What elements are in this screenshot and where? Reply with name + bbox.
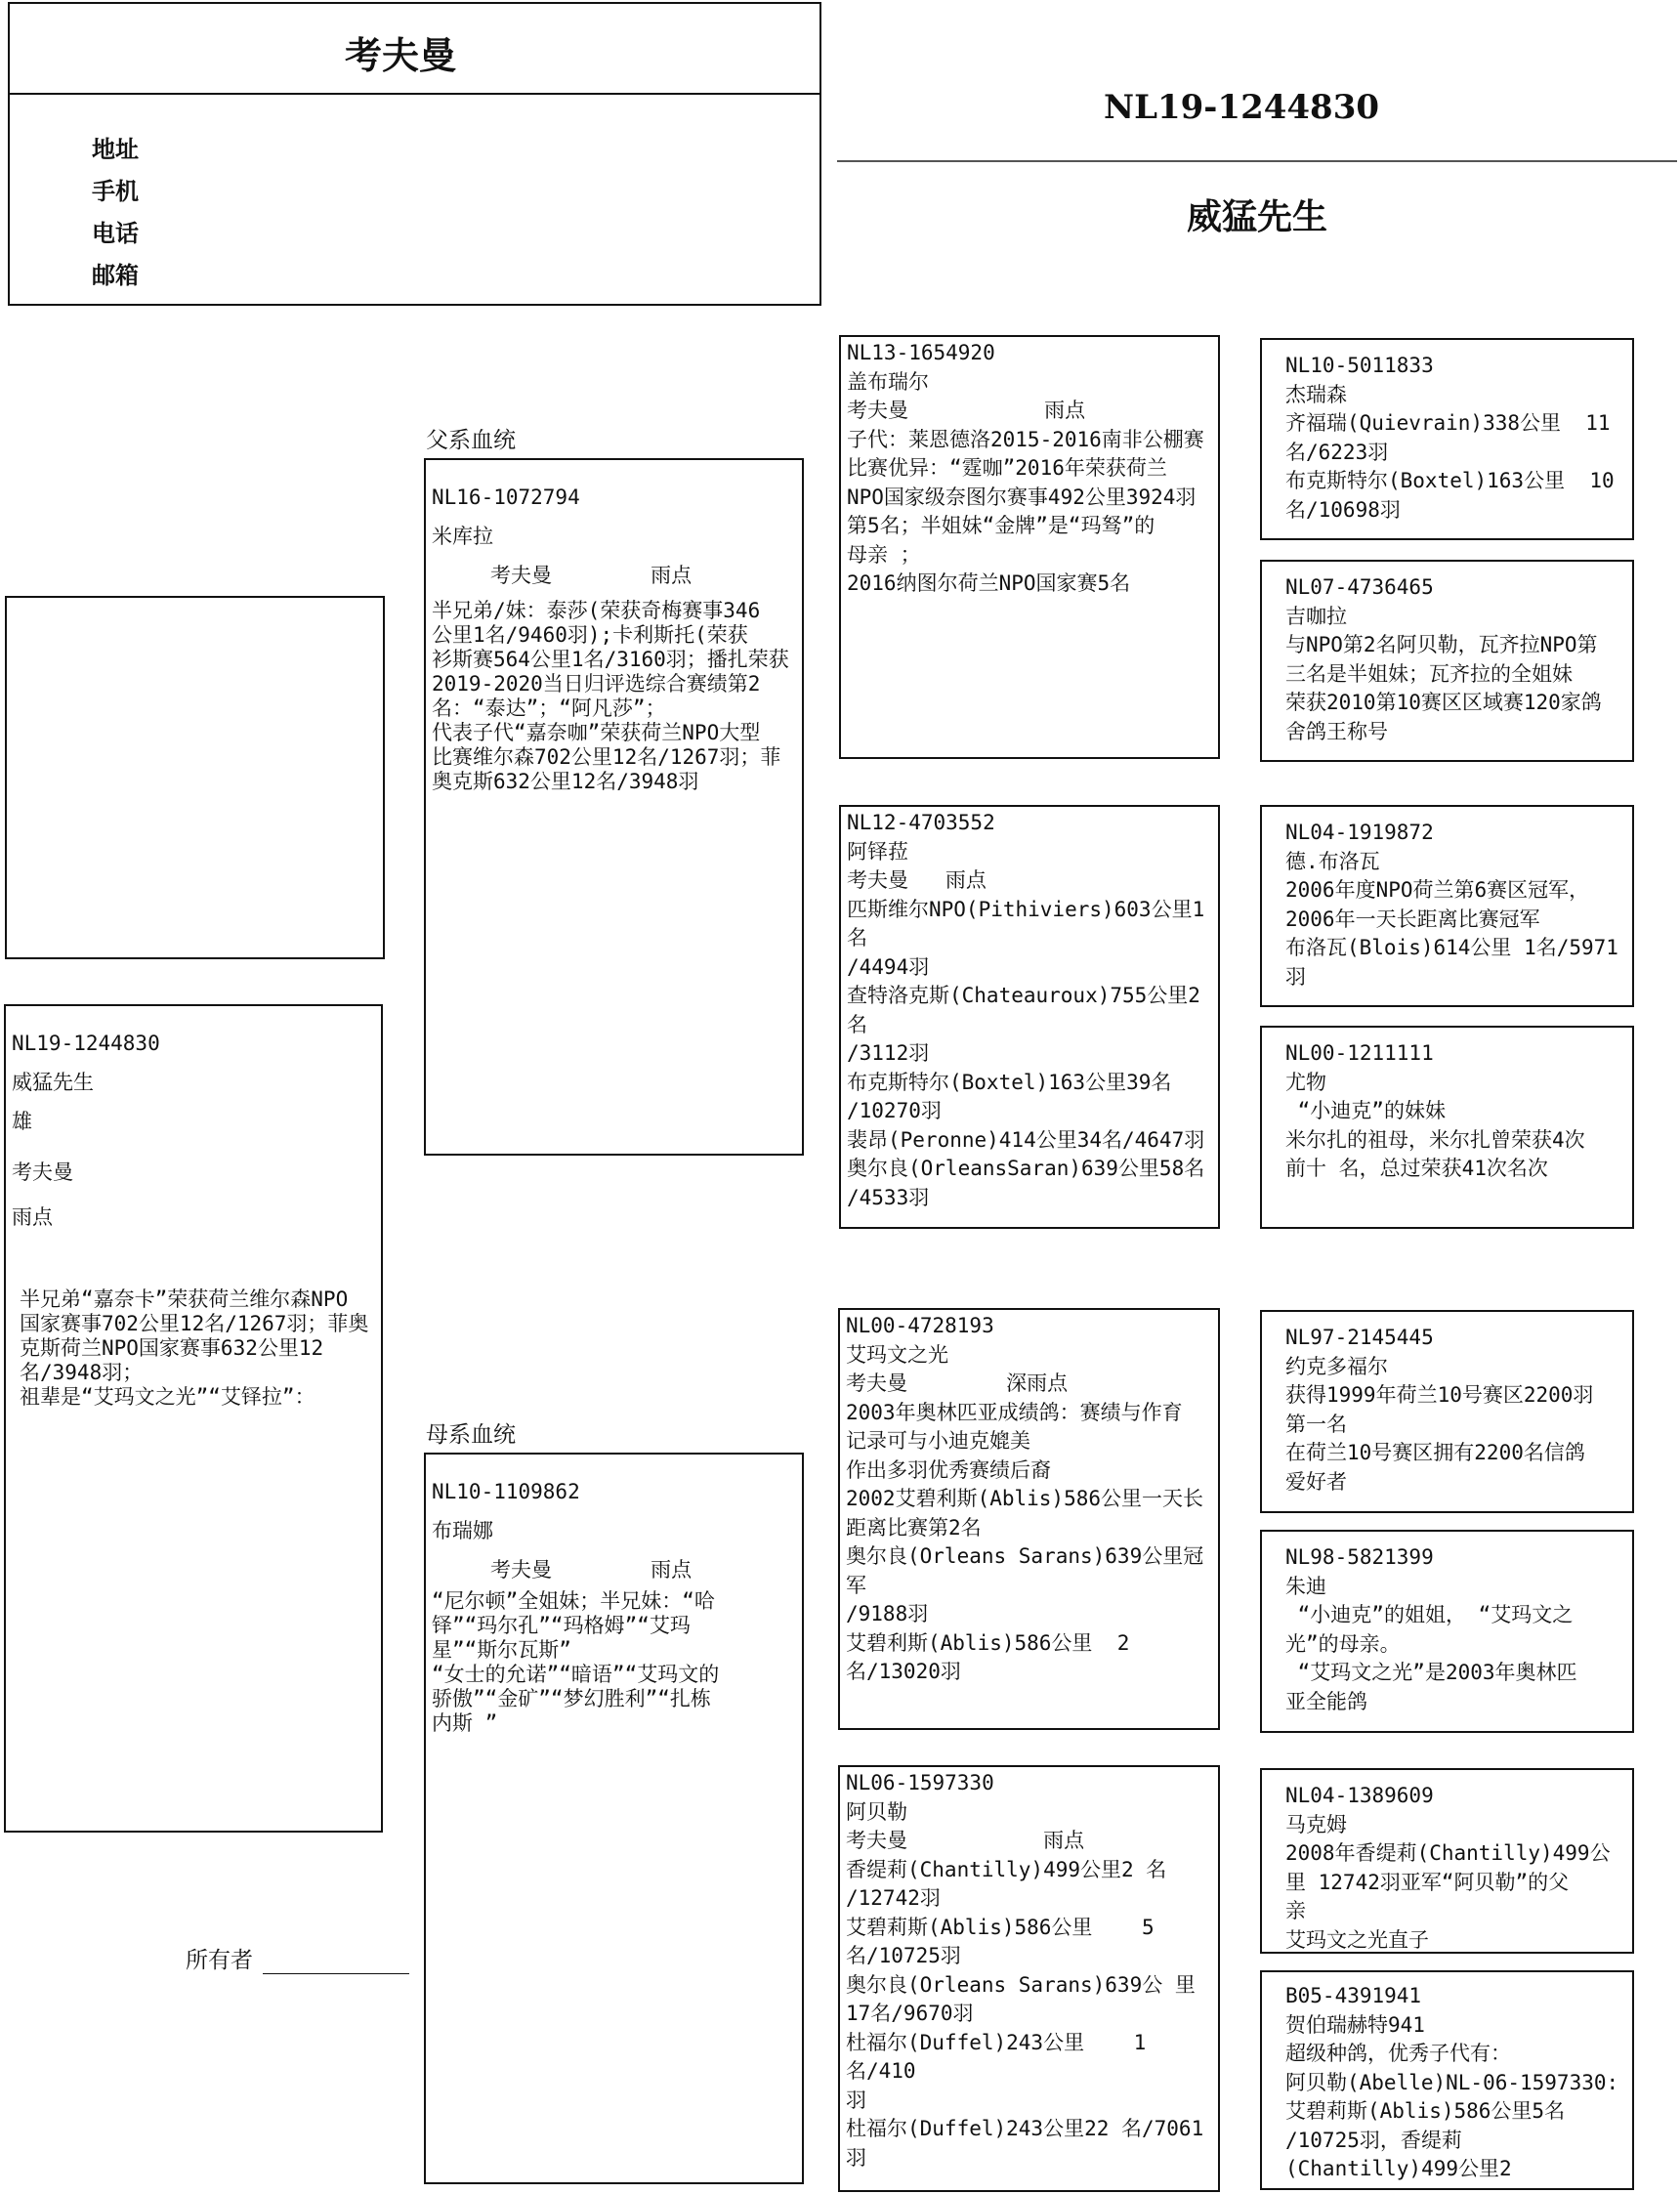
sire-ring: NL16-1072794	[432, 485, 580, 509]
ggp-line: 贺伯瑞赫特941	[1285, 2012, 1425, 2037]
dam-ring: NL10-1109862	[432, 1480, 580, 1503]
loft-name: 考夫曼	[344, 33, 456, 77]
ggp-line: 杰瑞森	[1285, 382, 1347, 406]
ggp-line: 亚全能鸽	[1285, 1689, 1367, 1713]
contact-email-label: 邮箱	[92, 262, 139, 289]
gp-line: /10270羽	[847, 1099, 942, 1122]
gp-line: NL12-4703552	[847, 811, 995, 834]
ggp-line: NL10-5011833	[1285, 354, 1434, 377]
gp-line: 2002艾碧利斯(Ablis)586公里一天长	[846, 1487, 1204, 1510]
grandparent-box-dam-dam	[838, 1765, 1220, 2192]
ggp-line: 德.布洛瓦	[1285, 849, 1380, 873]
owner-field	[186, 1942, 409, 1974]
subject-note-line: 国家赛事702公里12名/1267羽；菲奥	[20, 1312, 369, 1335]
ggp-line: 齐福瑞(Quievrain)338公里 11	[1285, 411, 1611, 435]
gp-line: /12742羽	[846, 1886, 941, 1910]
gp-line: 盖布瑞尔	[847, 369, 929, 394]
sire-note-line: 代表子代“嘉奈咖”荣获荷兰NPO大型	[432, 721, 761, 744]
gp-line: /9188羽	[846, 1602, 929, 1625]
gp-line: 2016纳图尔荷兰NPO国家赛5名	[847, 571, 1131, 595]
gp-line: 考夫曼 雨点	[847, 868, 987, 892]
contact-address-label: 地址	[92, 136, 139, 163]
ggp-line: 超级种鸽，优秀子代有：	[1285, 2042, 1511, 2065]
bird-photo-placeholder	[5, 596, 385, 959]
gp-line: 母亲 ；	[847, 542, 921, 567]
sire-breeder: 考夫曼 雨点	[490, 564, 693, 587]
ggp-line: “小迪克”的妹妹	[1285, 1099, 1446, 1122]
subject-note-line: 名/3948羽；	[20, 1361, 144, 1384]
gp-line: 考夫曼 雨点	[846, 1829, 1085, 1852]
ggp-line: 2008年香缇莉(Chantilly)499公	[1285, 1841, 1611, 1865]
gp-line: /3112羽	[847, 1041, 930, 1065]
sire-name: 米库拉	[432, 525, 493, 548]
gp-line: 艾碧莉斯(Ablis)586公里 5	[846, 1915, 1155, 1939]
gp-line: 阿铎菈	[847, 839, 908, 864]
gp-line: 考夫曼 深雨点	[846, 1371, 1069, 1395]
gp-line: 第5名；半姐妹“金牌”是“玛驽”的	[847, 514, 1155, 537]
gp-line: NL13-1654920	[847, 341, 995, 364]
ggp-line: 在荷兰10号赛区拥有2200名信鸽	[1285, 1441, 1585, 1464]
dam-box	[424, 1453, 804, 2184]
dam-breeder: 考夫曼 雨点	[490, 1558, 693, 1582]
contact-labels	[92, 129, 139, 297]
great-grandparent-box-1	[1260, 338, 1634, 540]
subject-bird-box	[4, 1004, 383, 1833]
ggp-line: NL00-1211111	[1285, 1041, 1434, 1065]
great-grandparent-box-3	[1260, 805, 1634, 1007]
gp-line: NL00-4728193	[846, 1314, 994, 1337]
gp-line: /4494羽	[847, 954, 930, 979]
ggp-line: “小迪克”的姐姐， “艾玛文之	[1285, 1603, 1574, 1626]
great-grandparent-box-5	[1260, 1310, 1634, 1513]
ggp-line: 尤物	[1285, 1070, 1326, 1094]
gp-line: 匹斯维尔NPO(Pithiviers)603公里1名	[847, 897, 1205, 949]
ggp-line: NL97-2145445	[1285, 1326, 1434, 1349]
great-grandparent-box-7	[1260, 1768, 1634, 1954]
great-grandparent-box-4	[1260, 1026, 1634, 1229]
header-divider	[10, 93, 821, 95]
dam-note-line: “女士的允诺”“暗语”“艾玛文的	[432, 1663, 720, 1686]
ggp-line: 布洛瓦(Blois)614公里 1名/5971	[1285, 936, 1618, 959]
header-ring-number: NL19-1244830	[1104, 88, 1380, 127]
dam-note-line: 骄傲”“金矿”“梦幻胜利”“扎栋	[432, 1687, 711, 1710]
sire-note-line: 名：“泰达”；“阿凡莎”；	[432, 696, 666, 720]
ggp-line: 朱迪	[1285, 1574, 1326, 1598]
great-grandparent-box-2	[1260, 560, 1634, 762]
gp-line: 奥尔良(Orleans Sarans)639公里冠军	[846, 1544, 1204, 1597]
loft-header-box	[8, 2, 821, 306]
ggp-line: 前十 名，总过荣获41次名次	[1285, 1157, 1548, 1180]
contact-mobile-label: 手机	[92, 178, 139, 205]
subject-note-line: 克斯荷兰NPO国家赛事632公里12	[20, 1336, 324, 1360]
ggp-line: NL07-4736465	[1285, 575, 1434, 599]
ggp-line: 艾玛文之光直子	[1285, 1927, 1429, 1952]
subject-sex: 雄	[12, 1110, 32, 1133]
owner-blank-line	[263, 1973, 409, 1974]
owner-label: 所有者	[186, 1948, 253, 1973]
ggp-line: NL04-1919872	[1285, 821, 1434, 844]
ggp-line: 三名是半姐妹；瓦齐拉的全姐妹	[1285, 661, 1573, 686]
gp-line: 比赛优异：“霆咖”2016年荣获荷兰	[847, 456, 1167, 480]
ggp-line: 与NPO第2名阿贝勒，瓦齐拉NPO第	[1285, 633, 1598, 656]
subject-notes	[12, 1287, 375, 1410]
subject-breeder: 考夫曼	[12, 1160, 73, 1184]
ggp-line: NL98-5821399	[1285, 1545, 1434, 1569]
gp-line: 羽	[846, 2088, 866, 2112]
gp-line: 香缇莉(Chantilly)499公里2 名	[846, 1857, 1167, 1881]
gp-line: 距离比赛第2名	[846, 1515, 982, 1540]
ggp-line: “艾玛文之光”是2003年奥林匹	[1285, 1661, 1577, 1684]
gp-line: 裴昂(Peronne)414公里34名/4647羽	[847, 1127, 1205, 1152]
sire-note-line: 2019-2020当日归评选综合赛绩第2	[432, 672, 761, 696]
subject-color: 雨点	[12, 1205, 53, 1229]
sire-line-label: 父系血统	[426, 428, 516, 453]
gp-line: 名/13020羽	[846, 1660, 961, 1683]
ggp-line: 阿贝勒(Abelle)NL-06-1597330:	[1285, 2070, 1619, 2094]
great-grandparent-box-8	[1260, 1970, 1634, 2190]
grandparent-box-sire-sire	[839, 335, 1220, 759]
gp-line: NPO国家级奈图尔赛事492公里3924羽	[847, 485, 1197, 509]
ggp-line: B05-4391941	[1285, 1984, 1422, 2007]
great-grandparent-box-6	[1260, 1530, 1634, 1733]
dam-name: 布瑞娜	[432, 1519, 493, 1542]
sire-box	[424, 458, 804, 1156]
gp-line: 考夫曼 雨点	[847, 399, 1086, 422]
sire-note-line: 比赛维尔森702公里12名/1267羽；菲	[432, 745, 781, 769]
gp-line: 2003年奥林匹亚成绩鸽：赛绩与作育	[846, 1400, 1183, 1424]
ggp-line: 名/6223羽	[1285, 440, 1389, 464]
ggp-line: 米尔扎的祖母，米尔扎曾荣获4次	[1285, 1127, 1585, 1152]
ggp-line: 舍鸽王称号	[1285, 719, 1388, 743]
ggp-line: 马克姆	[1285, 1812, 1347, 1836]
ggp-line: 2006年度NPO荷兰第6赛区冠军，	[1285, 878, 1590, 902]
gp-line: /4533羽	[847, 1185, 930, 1209]
gp-line: 名/10725羽	[846, 1944, 961, 1967]
ggp-line: 布克斯特尔(Boxtel)163公里 10	[1285, 469, 1615, 492]
gp-line: 记录可与小迪克媲美	[846, 1429, 1030, 1453]
grandparent-box-sire-dam	[839, 805, 1220, 1229]
ggp-line: 名/10698羽	[1285, 497, 1401, 522]
subject-note-line: 半兄弟“嘉奈卡”荣获荷兰维尔森NPO	[20, 1287, 349, 1311]
gp-line: 17名/9670羽	[846, 2002, 974, 2025]
ggp-line: 获得1999年荷兰10号赛区2200羽	[1285, 1383, 1594, 1407]
gp-line: NL06-1597330	[846, 1771, 994, 1794]
dam-note-line: 铎”“玛尔孔”“玛格姆”“艾玛	[432, 1614, 691, 1637]
ggp-line: /10725羽，香缇莉	[1285, 2128, 1462, 2152]
gp-line: 查特洛克斯(Chateauroux)755公里2名	[847, 984, 1200, 1036]
gp-line: 奥尔良(Orleans Sarans)639公 里	[846, 1972, 1196, 1997]
ggp-line: 荣获2010第10赛区区域赛120家鸽	[1285, 691, 1602, 714]
dam-note-line: “尼尔顿”全姐妹；半兄妹：“哈	[432, 1589, 715, 1613]
ggp-line: 爱好者	[1285, 1469, 1347, 1494]
contact-phone-label: 电话	[92, 220, 139, 247]
gp-line: 艾碧利斯(Ablis)586公里 2	[846, 1630, 1130, 1655]
dam-note-line: 内斯 ”	[432, 1711, 498, 1735]
subject-name: 威猛先生	[12, 1071, 94, 1094]
dam-line-label: 母系血统	[426, 1422, 516, 1448]
sire-note-line: 半兄弟/妹：泰莎(荣获奇梅赛事346	[432, 599, 761, 622]
ggp-line: 2006年一天长距离比赛冠军	[1285, 907, 1540, 931]
grandparent-box-dam-sire	[838, 1308, 1220, 1730]
ggp-line: 亲	[1285, 1899, 1306, 1922]
gp-line: 作出多羽优秀赛绩后裔	[846, 1457, 1051, 1482]
header-bird-name: 威猛先生	[1187, 196, 1328, 237]
header-underline	[837, 160, 1677, 162]
gp-line: 艾玛文之光	[846, 1342, 948, 1367]
ggp-line: (Chantilly)499公里2	[1285, 2157, 1512, 2180]
sire-note-line: 公里1名/9460羽);卡利斯托(荣获	[432, 623, 748, 647]
gp-line: 杜福尔(Duffel)243公里22 名/7061羽	[846, 2117, 1204, 2170]
subject-note-line: 祖辈是“艾玛文之光”“艾铎拉”：	[20, 1385, 315, 1409]
ggp-line: 艾碧莉斯(Ablis)586公里5名	[1285, 2099, 1566, 2123]
ggp-line: 约克多福尔	[1285, 1354, 1388, 1378]
ggp-line: 里 12742羽亚军“阿贝勒”的父	[1285, 1870, 1570, 1894]
gp-line: 布克斯特尔(Boxtel)163公里39名	[847, 1070, 1172, 1094]
gp-line: 阿贝勒	[846, 1799, 907, 1824]
gp-line: 奥尔良(OrleansSaran)639公里58名	[847, 1157, 1205, 1180]
ggp-line: NL04-1389609	[1285, 1784, 1434, 1807]
ggp-line: 第一名	[1285, 1412, 1347, 1436]
gp-line: 子代：莱恩德洛2015-2016南非公棚赛	[847, 427, 1204, 451]
subject-ring: NL19-1244830	[12, 1032, 160, 1055]
ggp-line: 羽	[1285, 964, 1306, 989]
ggp-line: 光”的母亲。	[1285, 1631, 1401, 1656]
dam-note-line: 星”“斯尔瓦斯”	[432, 1638, 571, 1662]
sire-notes	[432, 599, 796, 794]
dam-notes	[432, 1589, 796, 1736]
ggp-line: 吉咖拉	[1285, 604, 1347, 628]
sire-note-line: 衫斯赛564公里1名/3160羽；播扎荣获	[432, 648, 789, 671]
sire-note-line: 奥克斯632公里12名/3948羽	[432, 770, 699, 793]
gp-line: 杜福尔(Duffel)243公里 1名/410	[846, 2030, 1147, 2083]
